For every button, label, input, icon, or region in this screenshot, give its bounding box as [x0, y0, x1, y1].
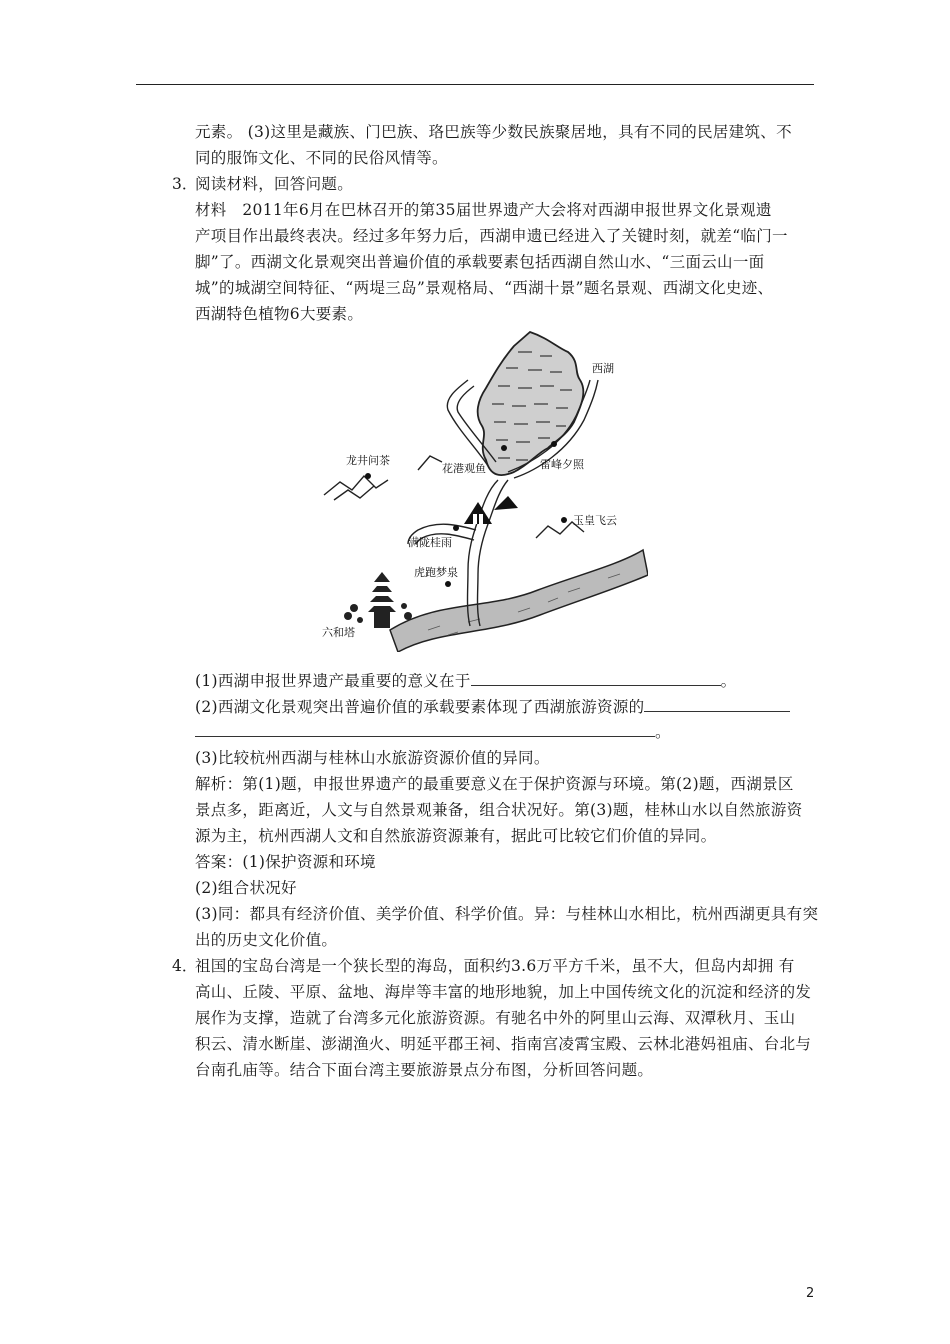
label-liuhe: 六和塔 — [322, 626, 355, 639]
label-manlong: 满陇桂雨 — [408, 536, 452, 549]
yuhuang-dot — [561, 517, 567, 523]
leifeng-dot — [551, 441, 557, 447]
longjing-dot — [365, 473, 371, 479]
material-line: 西湖特色植物6大要素。 — [195, 305, 364, 323]
answer-line: 出的历史文化价值。 — [195, 931, 338, 949]
sub-question-2-text: (2)西湖文化景观突出普遍价值的承载要素体现了西湖旅游资源的 — [195, 698, 645, 716]
material-line: 脚”了。西湖文化景观突出普遍价值的承载要素包括西湖自然山水、“三面云山一面 — [195, 253, 765, 271]
question-4-line: 积云、清水断崖、澎湖渔火、明延平郡王祠、指南宫凌霄宝殿、云林北港妈祖庙、台北与 — [195, 1035, 812, 1053]
hupao-dot — [445, 581, 451, 587]
question-number: 3． — [172, 175, 198, 193]
material-line: 产项目作出最终表决。经过多年努力后，西湖申遗已经进入了关键时刻，就差“临门一 — [195, 227, 788, 245]
mountain-huagang — [418, 456, 442, 470]
label-hupao: 虎跑梦泉 — [414, 566, 458, 579]
analysis-line: 解析：第(1)题，申报世界遗产的最重要意义在于保护资源与环境。第(2)题，西湖景区 — [195, 775, 794, 793]
question-number: 4． — [172, 957, 198, 975]
answer-blank-1[interactable] — [471, 671, 721, 686]
sub-question-2-end: 。 — [655, 723, 671, 741]
text-line: 元素。 (3)这里是藏族、门巴族、珞巴族等少数民族聚居地，具有不同的民居建筑、不 — [195, 123, 792, 141]
label-xihu: 西湖 — [592, 362, 614, 375]
analysis-line: 景点多，距离近，人文与自然景观兼备，组合状况好。第(3)题，桂林山水以自然旅游资 — [195, 801, 803, 819]
label-leifeng: 雷峰夕照 — [540, 458, 584, 471]
label-huagang: 花港观鱼 — [442, 462, 486, 475]
sub-question-2 — [195, 697, 790, 717]
pagoda-icon — [344, 572, 412, 628]
text-line: 同的服饰文化、不同的民俗风情等。 — [195, 149, 448, 167]
sub-question-1 — [195, 671, 736, 691]
label-longjing: 龙井问茶 — [346, 454, 390, 467]
question-4-line: 祖国的宝岛台湾是一个狭长型的海岛，面积约3.6万平方千米，虽不大，但岛内却拥 有 — [195, 957, 795, 975]
huagang-dot — [501, 445, 507, 451]
sub-question-1-end: 。 — [720, 672, 737, 690]
sub-question-3: (3)比较杭州西湖与桂林山水旅游资源价值的异同。 — [195, 749, 550, 767]
label-yuhuang: 玉皇飞云 — [573, 514, 617, 527]
answer-line: (3)同：都具有经济价值、美学价值、科学价值。异：与桂林山水相比，杭州西湖更具有突 — [195, 905, 819, 923]
question-title: 阅读材料，回答问题。 — [195, 175, 354, 193]
answer-blank-2a[interactable] — [644, 697, 790, 712]
question-4-line: 台南孔庙等。结合下面台湾主要旅游景点分布图，分析回答问题。 — [195, 1061, 654, 1079]
temple-icon — [464, 502, 492, 524]
west-lake-map — [318, 330, 648, 652]
mountain-longjing — [324, 476, 388, 495]
page-number: 2 — [806, 1286, 815, 1301]
question-4-line: 展作为支撑，造就了台湾多元化旅游资源。有驰名中外的阿里山云海、双潭秋月、玉山 — [195, 1009, 796, 1027]
analysis-line: 源为主，杭州西湖人文和自然旅游资源兼有，据此可比较它们价值的异同。 — [195, 827, 717, 845]
material-line: 城”的城湖空间特征、“两堤三岛”景观格局、“西湖十景”题名景观、西湖文化史迹、 — [195, 279, 774, 297]
answer-line: 答案：(1)保护资源和环境 — [195, 853, 376, 871]
header-rule — [136, 84, 814, 85]
manlong-dot — [453, 525, 459, 531]
answer-line: (2)组合状况好 — [195, 879, 297, 897]
sub-question-2-cont — [195, 722, 671, 742]
question-4-line: 高山、丘陵、平原、盆地、海岸等丰富的地形地貌，加上中国传统文化的沉淀和经济的发 — [195, 983, 812, 1001]
answer-blank-2b[interactable] — [195, 722, 655, 737]
material-line: 材料 2011年6月在巴林召开的第35届世界遗产大会将对西湖申报世界文化景观遗 — [195, 201, 772, 219]
sub-question-1-text: (1)西湖申报世界遗产最重要的意义在于 — [195, 672, 471, 690]
